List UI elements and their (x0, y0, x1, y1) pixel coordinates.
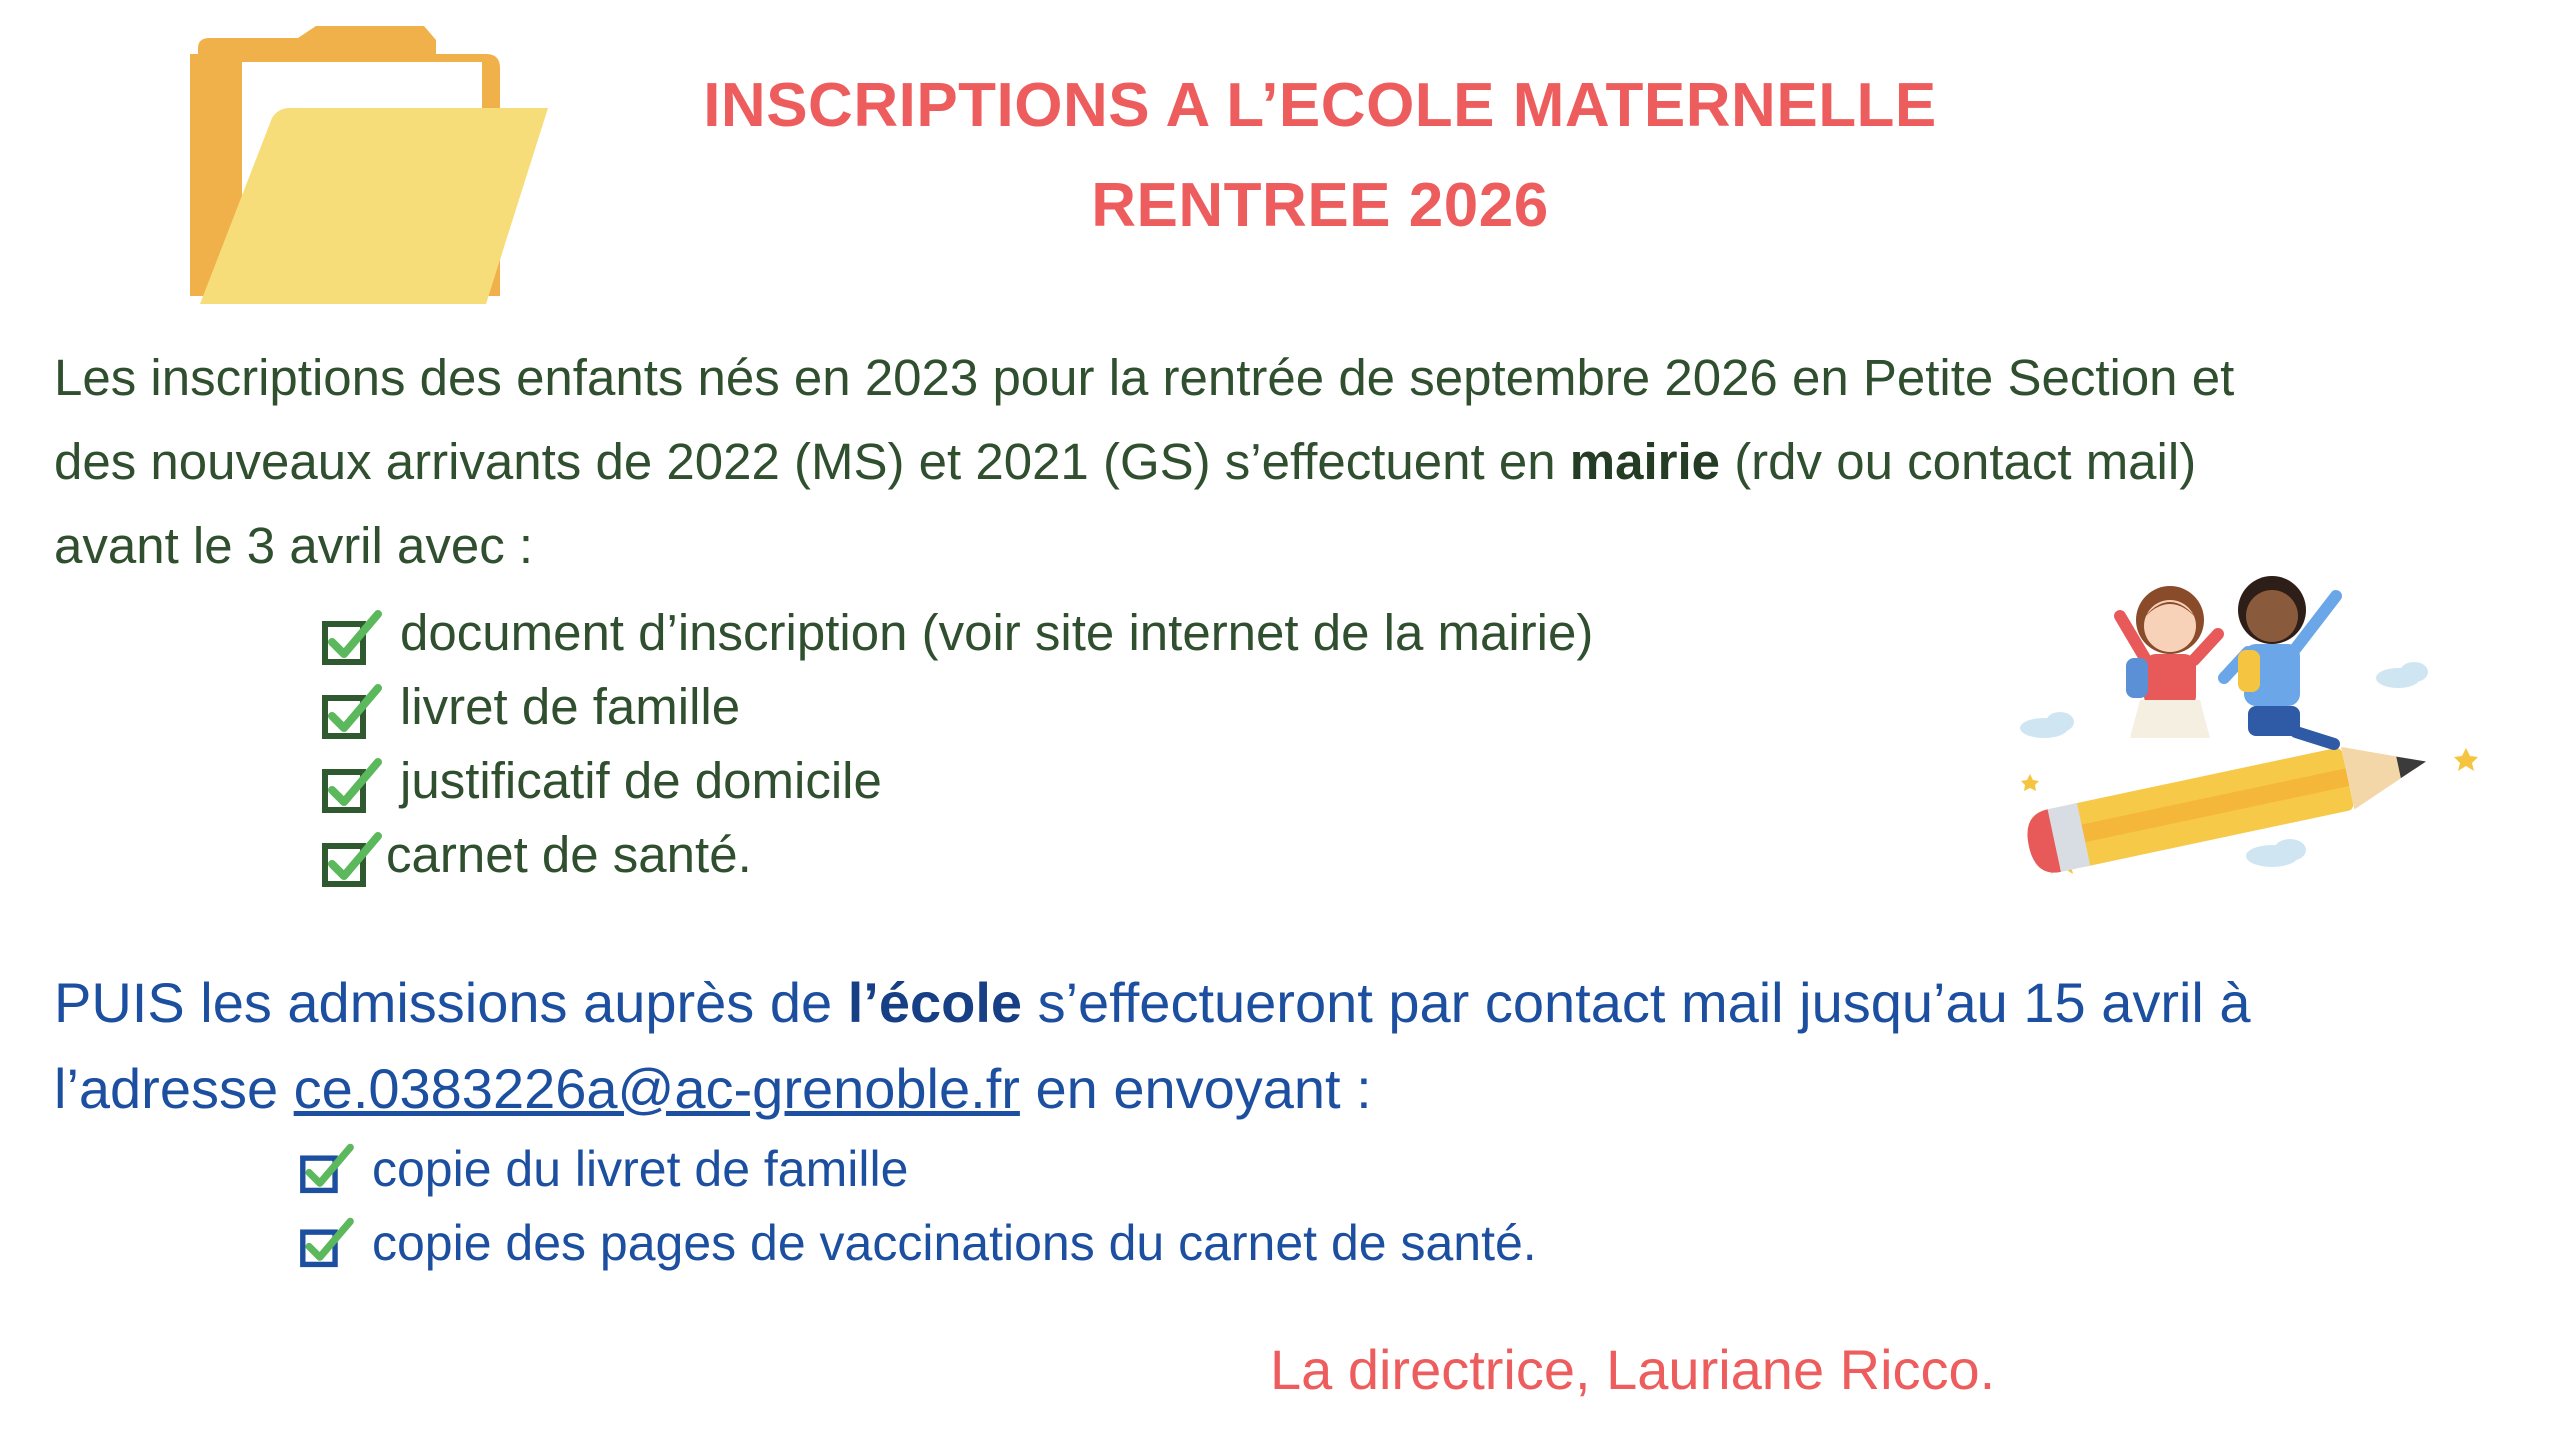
signature: La directrice, Lauriane Ricco. (1270, 1338, 1996, 1401)
intro-line-2-before: des nouveaux arrivants de 2022 (MS) et 2021 (GS) s’effectuent en (54, 433, 1570, 490)
page-title (560, 56, 2080, 256)
list-item-label: copie du livret de famille (372, 1141, 909, 1197)
list-item-label: justificatif de domicile (400, 752, 882, 809)
checkbox-checked-icon (322, 608, 382, 666)
checkbox-checked-icon (322, 756, 382, 814)
list-item-label: livret de famille (400, 678, 741, 735)
folder-icon (186, 26, 558, 306)
list-item (300, 1132, 1537, 1206)
intro-line-2 (54, 420, 2534, 504)
list-item (322, 818, 1593, 892)
email-link[interactable]: ce.0383226a@ac-grenoble.fr (293, 1057, 1020, 1120)
checkbox-checked-icon (300, 1216, 354, 1268)
admissions-line-2 (54, 1046, 2534, 1132)
list-item (322, 596, 1593, 670)
list-item (322, 744, 1593, 818)
admissions-line-2-before: l’adresse (54, 1057, 294, 1120)
title-line-1: INSCRIPTIONS A L’ECOLE MATERNELLE (703, 71, 1937, 140)
admissions-line-1-before: PUIS les admissions auprès de (54, 971, 848, 1034)
kids-on-pencil-illustration (2010, 560, 2480, 890)
intro-line-1: Les inscriptions des enfants nés en 2023 pour la rentrée de septembre 2026 en Petite Section et (54, 349, 2235, 406)
admissions-paragraph (54, 960, 2534, 1132)
checkbox-checked-icon (322, 682, 382, 740)
admissions-line-2-after: en envoyant : (1019, 1057, 1372, 1120)
list-item (300, 1206, 1537, 1280)
mairie-checklist (322, 596, 1593, 892)
admissions-line-1-after: s’effectueront par contact mail jusqu’au 15 avril à (1022, 971, 2251, 1034)
checkbox-checked-icon (322, 830, 382, 888)
intro-line-2-after: (rdv ou contact mail) (1720, 433, 2197, 490)
list-item-label: carnet de santé. (386, 826, 752, 883)
mairie-emphasis: mairie (1569, 433, 1721, 490)
admissions-line-1 (54, 960, 2534, 1046)
ecole-emphasis: l’école (847, 971, 1023, 1034)
intro-paragraph (54, 336, 2534, 588)
intro-line-3: avant le 3 avril avec : (54, 517, 534, 574)
list-item (322, 670, 1593, 744)
checkbox-checked-icon (300, 1142, 354, 1194)
list-item-label: document d’inscription (voir site internet de la mairie) (400, 604, 1594, 661)
title-line-2: RENTREE 2026 (1091, 171, 1549, 240)
list-item-label: copie des pages de vaccinations du carnet de santé. (372, 1215, 1537, 1271)
ecole-checklist (300, 1132, 1537, 1280)
